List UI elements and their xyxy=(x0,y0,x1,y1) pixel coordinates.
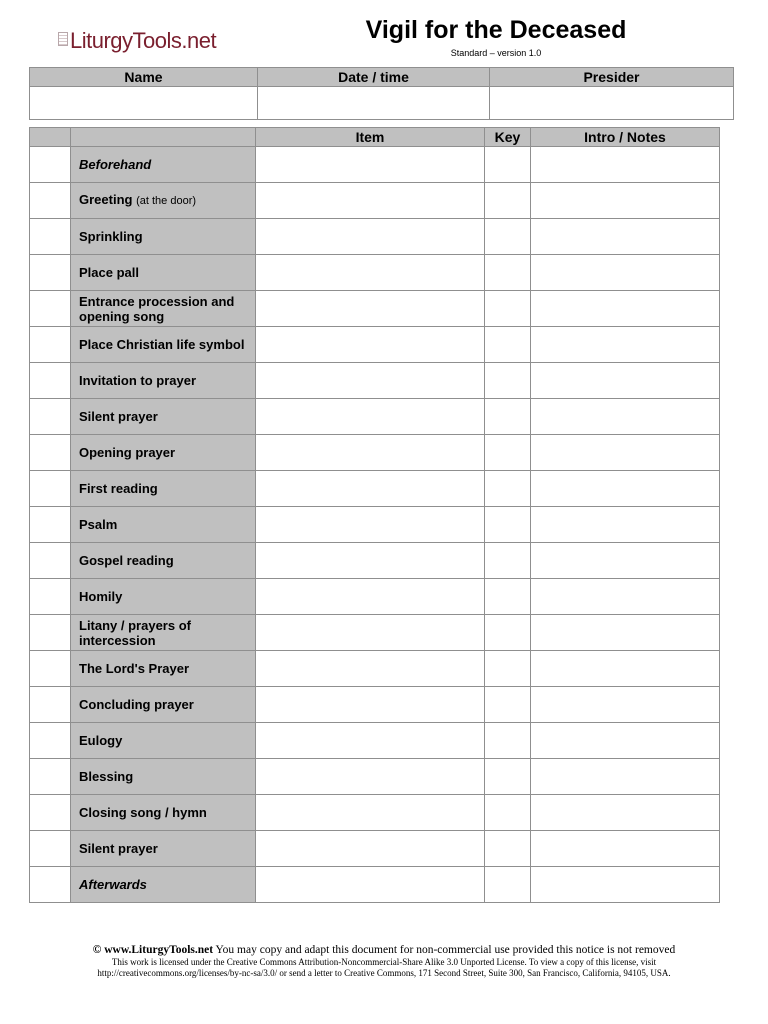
column-header-item: Item xyxy=(256,128,485,147)
row-label-text: First reading xyxy=(79,481,158,496)
table-row xyxy=(30,759,720,795)
row-notes-field[interactable] xyxy=(531,795,720,831)
table-row xyxy=(30,723,720,759)
row-key-field[interactable] xyxy=(485,579,531,615)
table-row xyxy=(30,399,720,435)
table-row xyxy=(30,219,720,255)
table-row xyxy=(30,147,720,183)
row-key-field[interactable] xyxy=(485,795,531,831)
row-item-field[interactable] xyxy=(256,435,485,471)
row-check-cell[interactable] xyxy=(30,507,71,543)
row-label-text: Blessing xyxy=(79,769,134,784)
row-check-cell[interactable] xyxy=(30,687,71,723)
row-notes-field[interactable] xyxy=(531,687,720,723)
row-label xyxy=(71,867,256,903)
row-label-note: (at the door) xyxy=(136,195,197,207)
row-label-text: Opening prayer xyxy=(79,445,176,460)
row-label-text: Greeting xyxy=(79,192,133,207)
row-label-text: The Lord's Prayer xyxy=(79,661,190,676)
row-key-field[interactable] xyxy=(485,255,531,291)
logo-text: LiturgyTools.net xyxy=(70,28,217,53)
row-label xyxy=(71,183,256,219)
info-input-row xyxy=(30,87,734,120)
table-row xyxy=(30,327,720,363)
footer-notice-text: You may copy and adapt this document for non-commercial use provided this notice is not removed xyxy=(213,944,676,956)
site-logo xyxy=(58,28,216,54)
row-label xyxy=(71,795,256,831)
date-time-field[interactable] xyxy=(258,87,490,120)
column-header-element xyxy=(71,128,256,147)
row-item-field[interactable] xyxy=(256,255,485,291)
order-table xyxy=(29,127,720,903)
row-check-cell[interactable] xyxy=(30,723,71,759)
row-label xyxy=(71,147,256,183)
info-header-row xyxy=(30,68,734,87)
table-row xyxy=(30,363,720,399)
footer-notice xyxy=(30,943,738,957)
row-label xyxy=(71,507,256,543)
row-key-field[interactable] xyxy=(485,291,531,327)
table-row xyxy=(30,831,720,867)
row-label-text: Afterwards xyxy=(79,877,147,892)
row-label xyxy=(71,723,256,759)
row-notes-field[interactable] xyxy=(531,651,720,687)
table-row xyxy=(30,615,720,651)
row-check-cell[interactable] xyxy=(30,147,71,183)
row-label xyxy=(71,615,256,651)
row-check-cell[interactable] xyxy=(30,399,71,435)
row-label-text: Silent prayer xyxy=(79,841,158,856)
row-notes-field[interactable] xyxy=(531,723,720,759)
row-notes-field[interactable] xyxy=(531,579,720,615)
table-row xyxy=(30,579,720,615)
row-label xyxy=(71,543,256,579)
logo-mark-icon xyxy=(58,32,68,46)
row-item-field[interactable] xyxy=(256,327,485,363)
row-item-field[interactable] xyxy=(256,651,485,687)
row-key-field[interactable] xyxy=(485,399,531,435)
row-label-text: Closing song / hymn xyxy=(79,805,207,820)
row-notes-field[interactable] xyxy=(531,255,720,291)
row-key-field[interactable] xyxy=(485,615,531,651)
order-header-row xyxy=(30,128,720,147)
row-label-text: Psalm xyxy=(79,517,118,532)
row-label xyxy=(71,399,256,435)
table-row xyxy=(30,651,720,687)
row-key-field[interactable] xyxy=(485,507,531,543)
page-subtitle: Standard – version 1.0 xyxy=(450,48,542,58)
table-row xyxy=(30,435,720,471)
row-notes-field[interactable] xyxy=(531,147,720,183)
column-header-date-time: Date / time xyxy=(258,68,490,87)
row-notes-field[interactable] xyxy=(531,363,720,399)
table-row xyxy=(30,183,720,219)
row-notes-field[interactable] xyxy=(531,867,720,903)
table-row xyxy=(30,291,720,327)
row-check-cell[interactable] xyxy=(30,471,71,507)
row-check-cell[interactable] xyxy=(30,615,71,651)
row-key-field[interactable] xyxy=(485,327,531,363)
row-label-text: Homily xyxy=(79,589,123,604)
info-table xyxy=(29,67,734,120)
row-check-cell[interactable] xyxy=(30,219,71,255)
row-item-field[interactable] xyxy=(256,219,485,255)
footer-copyright: © www.LiturgyTools.net xyxy=(92,944,214,956)
column-header-key: Key xyxy=(485,128,531,147)
order-table-body xyxy=(30,147,720,903)
row-label-text: Gospel reading xyxy=(79,553,174,568)
table-row xyxy=(30,687,720,723)
row-label xyxy=(71,219,256,255)
row-check-cell[interactable] xyxy=(30,651,71,687)
row-notes-field[interactable] xyxy=(531,507,720,543)
row-key-field[interactable] xyxy=(485,147,531,183)
row-label xyxy=(71,255,256,291)
row-key-field[interactable] xyxy=(485,543,531,579)
row-label-text: Place pall xyxy=(79,265,139,280)
row-key-field[interactable] xyxy=(485,363,531,399)
table-row xyxy=(30,507,720,543)
row-check-cell[interactable] xyxy=(30,435,71,471)
row-label xyxy=(71,687,256,723)
row-key-field[interactable] xyxy=(485,471,531,507)
row-notes-field[interactable] xyxy=(531,435,720,471)
table-row xyxy=(30,795,720,831)
row-item-field[interactable] xyxy=(256,507,485,543)
license-footer xyxy=(30,943,738,979)
table-row xyxy=(30,255,720,291)
row-label-text: Entrance procession and opening song xyxy=(79,293,235,324)
row-notes-field[interactable] xyxy=(531,759,720,795)
row-check-cell[interactable] xyxy=(30,327,71,363)
presider-field[interactable] xyxy=(490,87,734,120)
row-key-field[interactable] xyxy=(485,183,531,219)
row-label xyxy=(71,291,256,327)
row-key-field[interactable] xyxy=(485,687,531,723)
row-label xyxy=(71,363,256,399)
row-label xyxy=(71,327,256,363)
row-item-field[interactable] xyxy=(256,759,485,795)
row-notes-field[interactable] xyxy=(531,615,720,651)
row-label xyxy=(71,579,256,615)
row-label xyxy=(71,759,256,795)
row-label xyxy=(71,471,256,507)
row-item-field[interactable] xyxy=(256,795,485,831)
row-key-field[interactable] xyxy=(485,219,531,255)
row-label-text: Litany / prayers of intercession xyxy=(79,617,191,648)
row-label-text: Beforehand xyxy=(79,157,152,172)
row-label-text: Eulogy xyxy=(79,733,123,748)
row-key-field[interactable] xyxy=(485,723,531,759)
page-title: Vigil for the Deceased xyxy=(365,16,627,44)
row-label xyxy=(71,651,256,687)
row-key-field[interactable] xyxy=(485,867,531,903)
row-notes-field[interactable] xyxy=(531,543,720,579)
row-item-field[interactable] xyxy=(256,867,485,903)
row-key-field[interactable] xyxy=(485,435,531,471)
row-check-cell[interactable] xyxy=(30,759,71,795)
row-check-cell[interactable] xyxy=(30,579,71,615)
table-row xyxy=(30,867,720,903)
row-notes-field[interactable] xyxy=(531,471,720,507)
row-item-field[interactable] xyxy=(256,363,485,399)
column-header-name: Name xyxy=(30,68,258,87)
row-check-cell[interactable] xyxy=(30,183,71,219)
row-label xyxy=(71,831,256,867)
row-notes-field[interactable] xyxy=(531,291,720,327)
column-header-intro-notes: Intro / Notes xyxy=(531,128,720,147)
table-row xyxy=(30,471,720,507)
row-item-field[interactable] xyxy=(256,543,485,579)
row-check-cell[interactable] xyxy=(30,363,71,399)
row-label-text: Place Christian life symbol xyxy=(79,337,245,352)
column-header-check xyxy=(30,128,71,147)
table-row xyxy=(30,543,720,579)
row-item-field[interactable] xyxy=(256,399,485,435)
row-check-cell[interactable] xyxy=(30,543,71,579)
row-label-text: Invitation to prayer xyxy=(79,373,197,388)
row-key-field[interactable] xyxy=(485,831,531,867)
row-label xyxy=(71,435,256,471)
row-label-text: Concluding prayer xyxy=(79,697,194,712)
name-field[interactable] xyxy=(30,87,258,120)
row-notes-field[interactable] xyxy=(531,399,720,435)
row-check-cell[interactable] xyxy=(30,867,71,903)
row-item-field[interactable] xyxy=(256,291,485,327)
row-notes-field[interactable] xyxy=(531,327,720,363)
row-item-field[interactable] xyxy=(256,579,485,615)
row-notes-field[interactable] xyxy=(531,219,720,255)
row-item-field[interactable] xyxy=(256,615,485,651)
row-key-field[interactable] xyxy=(485,651,531,687)
footer-license-line: This work is licensed under the Creative Commons Attribution-Noncommercial-Share Alike 3.0 Unported License. To view a copy of this license, visit xyxy=(111,957,657,967)
row-item-field[interactable] xyxy=(256,147,485,183)
row-check-cell[interactable] xyxy=(30,291,71,327)
row-item-field[interactable] xyxy=(256,831,485,867)
row-check-cell[interactable] xyxy=(30,831,71,867)
row-item-field[interactable] xyxy=(256,471,485,507)
footer-address-line: http://creativecommons.org/licenses/by-nc-sa/3.0/ or send a letter to Creative Commons, 171 Second Street, Suite 300, San Francisco, California, 94105, USA. xyxy=(97,968,671,978)
row-notes-field[interactable] xyxy=(531,831,720,867)
row-check-cell[interactable] xyxy=(30,255,71,291)
column-header-presider: Presider xyxy=(490,68,734,87)
row-item-field[interactable] xyxy=(256,687,485,723)
row-item-field[interactable] xyxy=(256,183,485,219)
row-label-text: Sprinkling xyxy=(79,229,143,244)
row-label-text: Silent prayer xyxy=(79,409,158,424)
row-notes-field[interactable] xyxy=(531,183,720,219)
row-item-field[interactable] xyxy=(256,723,485,759)
row-key-field[interactable] xyxy=(485,759,531,795)
row-check-cell[interactable] xyxy=(30,795,71,831)
